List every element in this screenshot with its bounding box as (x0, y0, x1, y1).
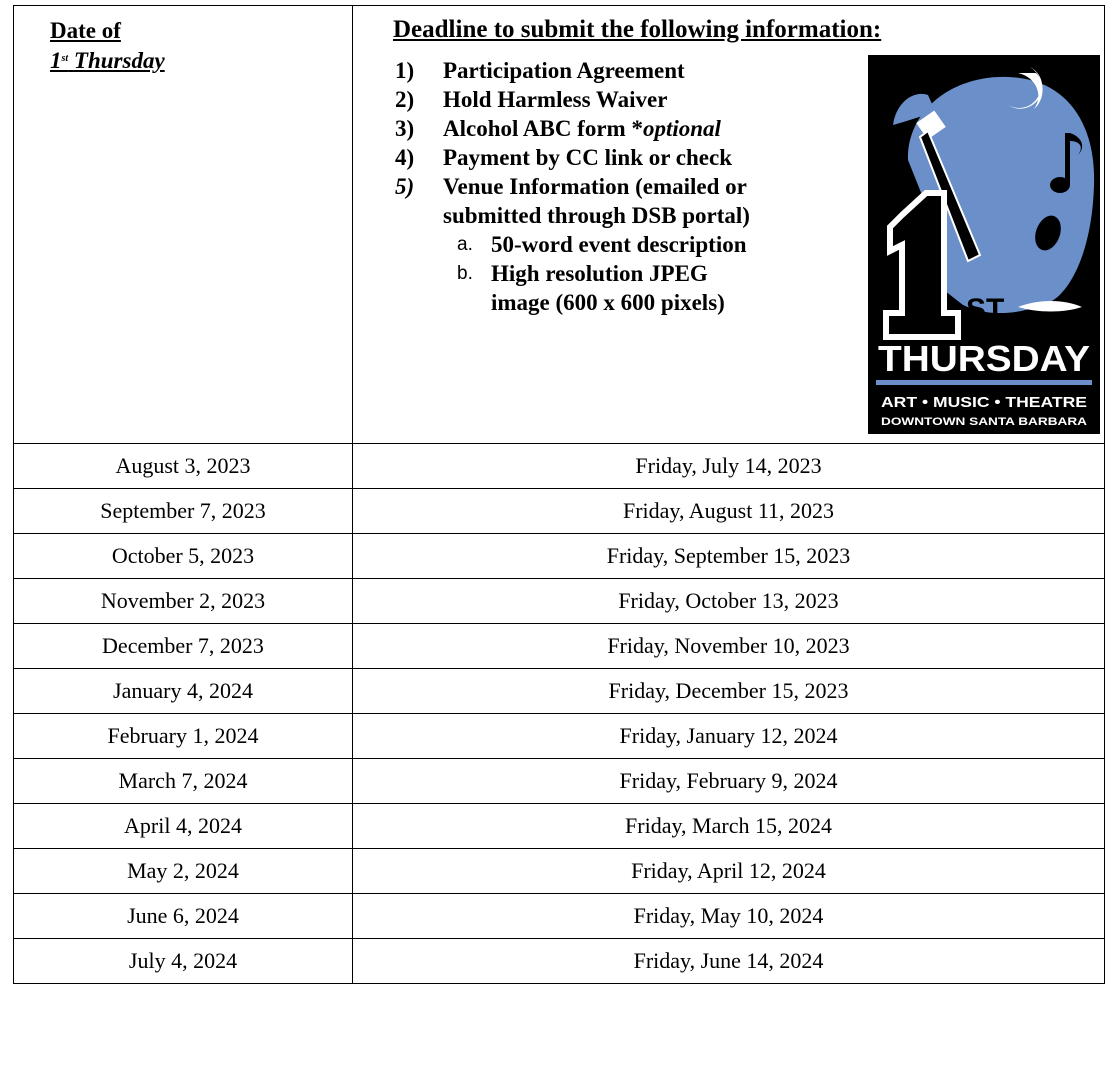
deadline-cell: Friday, July 14, 2023 (353, 444, 1105, 489)
date-header-word: Thursday (73, 48, 165, 73)
date-header-num: 1 (50, 48, 62, 73)
list-item: 3) Alcohol ABC form *optional (395, 116, 721, 141)
deadline-cell: Friday, February 9, 2024 (353, 759, 1105, 804)
first-thursday-logo (868, 55, 1100, 434)
event-date-cell: July 4, 2024 (14, 939, 353, 984)
date-column-header (14, 6, 353, 444)
deadline-title: Deadline to submit the following information: (393, 16, 882, 43)
deadline-column-header (353, 6, 1105, 444)
sub-list-item: a. 50-word event description (457, 232, 747, 257)
sub-list-item: b. High resolution JPEG (457, 261, 708, 286)
table-row (14, 489, 1105, 534)
event-date-cell: March 7, 2024 (14, 759, 353, 804)
table-row (14, 444, 1105, 489)
deadline-cell: Friday, December 15, 2023 (353, 669, 1105, 714)
deadline-cell: Friday, March 15, 2024 (353, 804, 1105, 849)
table-row (14, 624, 1105, 669)
event-date-cell: November 2, 2023 (14, 579, 353, 624)
deadline-cell: Friday, September 15, 2023 (353, 534, 1105, 579)
table-row (14, 939, 1105, 984)
logo-graphic (868, 55, 1100, 434)
table-row (14, 669, 1105, 714)
table-row (14, 714, 1105, 759)
date-header-sup: st (61, 53, 69, 64)
event-date-cell: October 5, 2023 (14, 534, 353, 579)
logo-wordmark: THURSDAY (878, 338, 1090, 379)
deadline-cell: Friday, November 10, 2023 (353, 624, 1105, 669)
event-date-cell: May 2, 2024 (14, 849, 353, 894)
logo-divider (876, 380, 1092, 385)
event-date-cell: February 1, 2024 (14, 714, 353, 759)
table-row (14, 759, 1105, 804)
deadline-cell: Friday, May 10, 2024 (353, 894, 1105, 939)
logo-superscript: ST (966, 293, 1005, 326)
table-row (14, 579, 1105, 624)
table-row (14, 534, 1105, 579)
date-header-line1: Date of (50, 18, 121, 43)
table-row (14, 894, 1105, 939)
header-row (14, 6, 1105, 444)
table-row (14, 849, 1105, 894)
schedule-body (14, 444, 1105, 984)
table-row (14, 804, 1105, 849)
deadline-cell: Friday, April 12, 2024 (353, 849, 1105, 894)
deadline-cell: Friday, January 12, 2024 (353, 714, 1105, 759)
logo-tagline: ART • MUSIC • THEATRE (881, 394, 1087, 411)
event-date-cell: April 4, 2024 (14, 804, 353, 849)
list-item: 1) Participation Agreement (395, 58, 685, 83)
sub-list-item-continuation: image (600 x 600 pixels) (491, 290, 725, 315)
event-date-cell: December 7, 2023 (14, 624, 353, 669)
logo-location: DOWNTOWN SANTA BARBARA (881, 416, 1088, 428)
list-item: 5) Venue Information (emailed or (395, 174, 747, 199)
deadline-cell: Friday, June 14, 2024 (353, 939, 1105, 984)
event-date-cell: September 7, 2023 (14, 489, 353, 534)
deadline-cell: Friday, August 11, 2023 (353, 489, 1105, 534)
list-item: 2) Hold Harmless Waiver (395, 87, 668, 112)
deadline-cell: Friday, October 13, 2023 (353, 579, 1105, 624)
event-date-cell: June 6, 2024 (14, 894, 353, 939)
schedule-table (13, 5, 1105, 984)
date-header-line2 (50, 45, 352, 75)
event-date-cell: January 4, 2024 (14, 669, 353, 714)
event-date-cell: August 3, 2023 (14, 444, 353, 489)
list-item: 4) Payment by CC link or check (395, 145, 732, 170)
requirements-list (395, 56, 885, 317)
list-item-continuation: submitted through DSB portal) (443, 203, 750, 228)
